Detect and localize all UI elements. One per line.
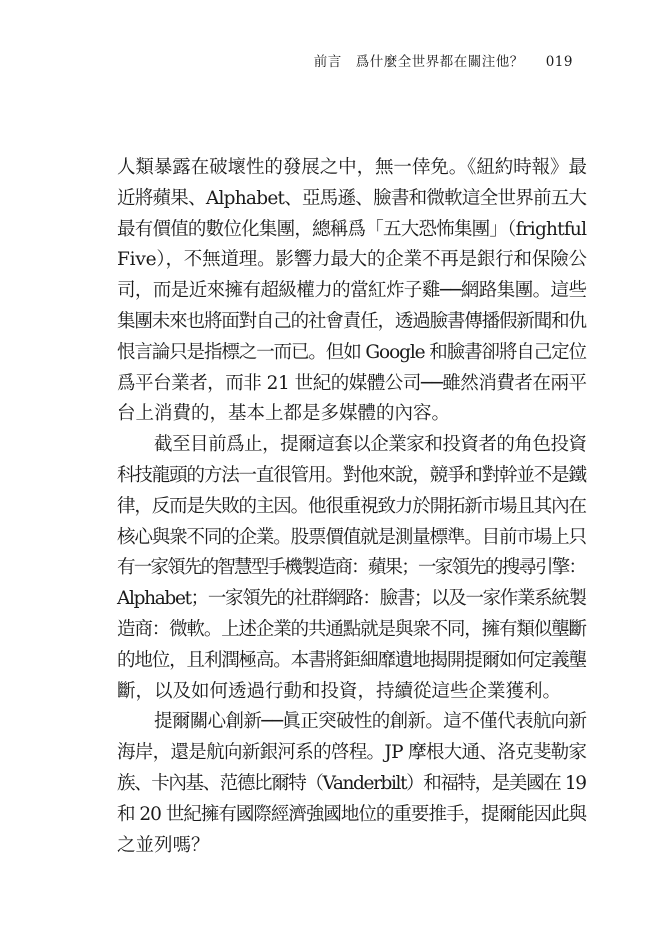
- text-line: 爲平台業者，而非 21 世紀的媒體公司──雖然消費者在兩平: [117, 372, 587, 394]
- text-line: 截至目前爲止，提爾這套以企業家和投資者的角色投資: [154, 434, 587, 456]
- text-line: 台上消費的，基本上都是多媒體的內容。: [117, 403, 451, 425]
- text-line: 有一家領先的智慧型手機製造商：蘋果；一家領先的搜尋引擎：: [117, 557, 586, 579]
- text-line: 提爾關心創新──眞正突破性的創新。這不僅代表航向新: [154, 711, 587, 733]
- text-line: 最有價值的數位化集團，總稱爲「五大恐怖集團」（frightful: [117, 218, 587, 240]
- chapter-title: 前言 爲什麼全世界都在關注他？: [313, 54, 524, 70]
- text-line: 之並列嗎？: [117, 834, 210, 856]
- text-line: 司，而是近來擁有超級權力的當紅炸子雞──網路集團。這些: [117, 280, 587, 302]
- text-line: 恨言論只是指標之一而已。但如 Google 和臉書卻將自己定位: [117, 341, 586, 363]
- text-line: 科技龍頭的方法一直很管用。對他來說，競爭和對幹並不是鐵: [117, 464, 586, 486]
- text-line: 律，反而是失敗的主因。他很重視致力於開拓新市場且其內在: [117, 495, 586, 517]
- text-line: 的地位，且利潤極高。本書將鉅細靡遺地揭開提爾如何定義壟: [117, 649, 586, 671]
- text-line: 造商：微軟。上述企業的共通點就是與衆不同，擁有類似壟斷: [117, 618, 586, 640]
- text-line: 族、卡內基、范德比爾特（Vanderbilt）和福特，是美國在 19: [117, 772, 586, 794]
- text-line: 人類暴露在破壞性的發展之中，無一倖免。《紐約時報》最: [117, 157, 587, 178]
- text-line: 近將蘋果、Alphabet、亞馬遜、臉書和微軟這全世界前五大: [117, 187, 587, 209]
- text-line: 核心與衆不同的企業。股票價值就是測量標準。目前市場上只: [117, 526, 586, 548]
- text-line: 海岸，還是航向新銀河系的啓程。JP 摩根大通、洛克斐勒家: [117, 742, 587, 764]
- text-line: Five），不無道理。影響力最大的企業不再是銀行和保險公: [117, 249, 587, 271]
- text-line: 和 20 世紀擁有國際經濟強國地位的重要推手，提爾能因此與: [117, 803, 587, 825]
- body-text: [117, 153, 587, 861]
- running-header: [314, 50, 573, 70]
- text-line: Alphabet；一家領先的社群網路：臉書；以及一家作業系統製: [117, 588, 586, 610]
- text-line: 斷，以及如何透過行動和投資，持續從這些企業獲利。: [117, 680, 562, 702]
- page-number: 019: [545, 54, 573, 70]
- text-line: 集團未來也將面對自己的社會責任，透過臉書傳播假新聞和仇: [117, 310, 586, 332]
